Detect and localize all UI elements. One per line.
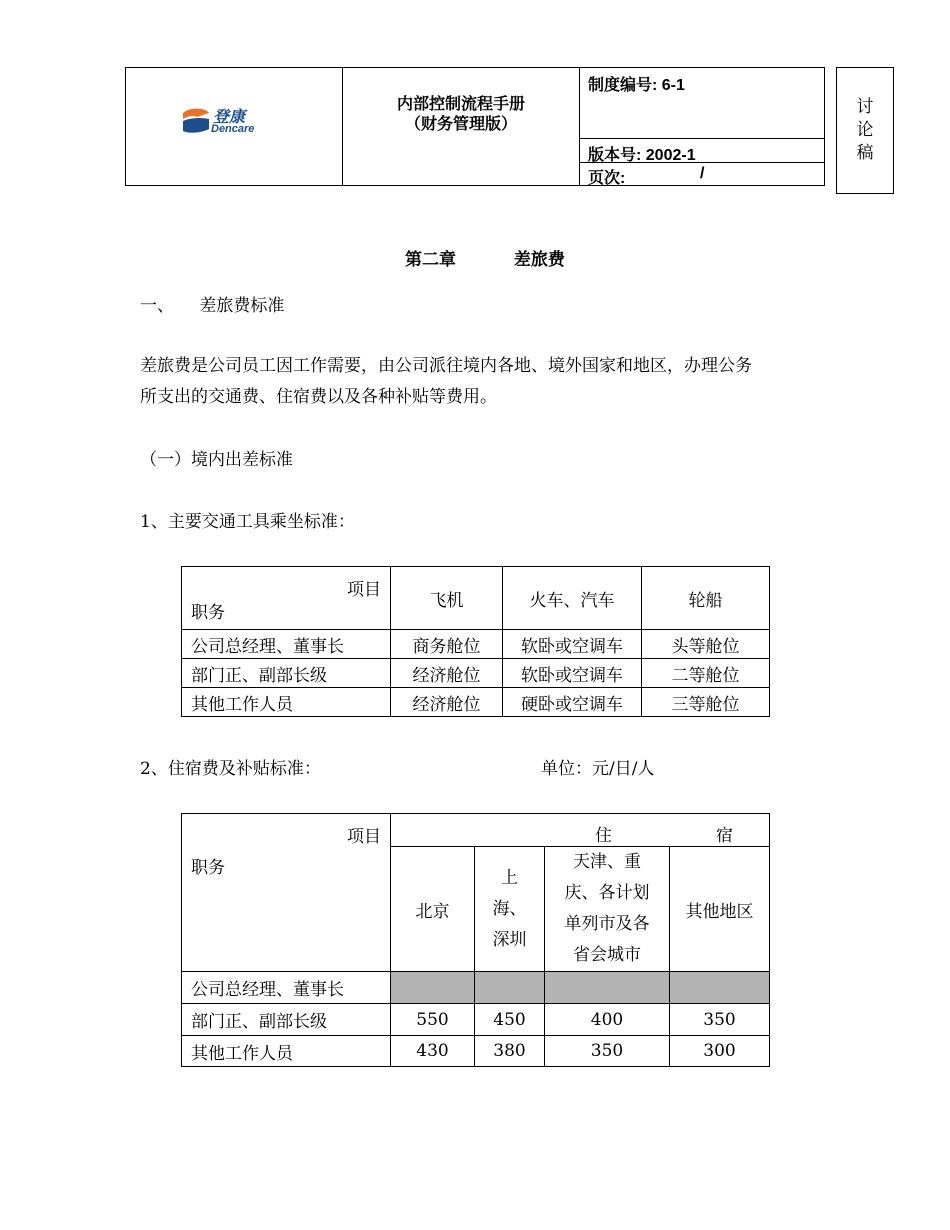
draft-char-3: 稿 [856, 143, 874, 163]
intro-line-1: 差旅费是公司员工因工作需要，由公司派往境内各地、境外国家和地区，办理公务 [140, 356, 752, 376]
table-cell: 350 [545, 1036, 670, 1067]
subsection-heading: （一）境内出差标准 [140, 450, 293, 470]
section-marker: 一、 [140, 296, 174, 316]
corner-role-label: 职务 [191, 603, 225, 623]
section-title: 差旅费标准 [199, 296, 285, 316]
table-cell: 二等舱位 [642, 659, 770, 688]
group-header-char-a: 住 [595, 826, 612, 846]
transport-heading: 1、主要交通工具乘坐标准： [140, 512, 355, 532]
column-header: 轮船 [642, 567, 770, 630]
table-row [182, 1004, 770, 1036]
table-cell: 350 [670, 1004, 770, 1036]
company-logo [181, 106, 291, 140]
corner-item-label: 项目 [347, 827, 381, 847]
header-line: 深圳 [492, 929, 527, 950]
page-number-separator: / [700, 165, 705, 182]
table-cell: 450 [475, 1004, 545, 1036]
table-cell [670, 972, 770, 1004]
table-cell: 经济舱位 [391, 659, 503, 688]
lodging-heading: 2、住宿费及补贴标准： [140, 759, 321, 779]
table-row [182, 659, 770, 688]
table-cell: 三等舱位 [642, 688, 770, 717]
table-cell: 硬卧或空调车 [503, 688, 642, 717]
header-line: 海、 [492, 898, 527, 919]
version-number: 版本号: 2002-1 [588, 147, 696, 164]
table-cell [391, 972, 475, 1004]
group-header-char-b: 宿 [716, 826, 733, 846]
manual-title [343, 95, 579, 135]
table-cell: 软卧或空调车 [503, 659, 642, 688]
table-cell: 550 [391, 1004, 475, 1036]
intro-paragraph [140, 351, 752, 413]
lodging-unit: 单位：元/日/人 [541, 759, 655, 779]
lodging-table [181, 813, 770, 1067]
table-cell: 头等舱位 [642, 630, 770, 659]
table-cell: 软卧或空调车 [503, 630, 642, 659]
section-heading [140, 291, 284, 322]
draft-stamp-box [836, 67, 894, 194]
role-cell: 部门正、副部长级 [182, 1004, 391, 1036]
table-cell: 经济舱位 [391, 688, 503, 717]
column-header-shanghai [475, 847, 545, 972]
table-cell [475, 972, 545, 1004]
column-header-beijing: 北京 [391, 847, 475, 972]
table-cell: 380 [475, 1036, 545, 1067]
draft-char-1: 讨 [856, 97, 874, 117]
table-row [182, 1036, 770, 1067]
column-header: 飞机 [391, 567, 503, 630]
chapter-title: 差旅费 [513, 250, 565, 270]
role-cell: 部门正、副部长级 [182, 659, 391, 688]
logo-mark-icon [181, 107, 211, 137]
draft-char-2: 论 [856, 120, 874, 140]
header-line: 省会城市 [573, 945, 641, 965]
table-row [182, 630, 770, 659]
role-cell: 公司总经理、董事长 [182, 630, 391, 659]
regulation-code: 制度编号: 6-1 [588, 77, 685, 94]
header-line: 庆、各计划 [564, 883, 650, 903]
table-cell [545, 972, 670, 1004]
table-cell: 商务舱位 [391, 630, 503, 659]
corner-item-label: 项目 [347, 580, 381, 600]
table-corner-cell [182, 567, 391, 630]
corner-role-label: 职务 [191, 858, 225, 878]
column-header: 火车、汽车 [503, 567, 642, 630]
role-cell: 其他工作人员 [182, 1036, 391, 1067]
table-cell: 400 [545, 1004, 670, 1036]
header-line: 单列市及各 [564, 914, 650, 934]
page-number-label: 页次: [588, 170, 626, 187]
column-header-other: 其他地区 [670, 847, 770, 972]
table-cell: 300 [670, 1036, 770, 1067]
chapter-number: 第二章 [405, 250, 456, 270]
table-row [182, 972, 770, 1004]
logo-en: Dencare [211, 123, 255, 135]
manual-title-line1: 内部控制流程手册 [396, 96, 525, 113]
table-row [182, 688, 770, 717]
chapter-heading [405, 245, 565, 270]
table-corner-cell [182, 814, 391, 972]
role-cell: 公司总经理、董事长 [182, 972, 391, 1004]
header-line: 天津、重 [573, 852, 641, 872]
logo-cn: 登康 [213, 107, 246, 126]
role-cell: 其他工作人员 [182, 688, 391, 717]
lodging-group-header [391, 814, 770, 847]
transport-table [181, 566, 770, 717]
manual-title-line2: （财务管理版） [404, 116, 517, 133]
column-header-tianjin [545, 847, 670, 972]
table-cell: 430 [391, 1036, 475, 1067]
document-header [125, 67, 825, 186]
header-line: 上 [501, 867, 518, 888]
intro-line-2: 所支出的交通费、住宿费以及各种补贴等费用。 [140, 387, 497, 407]
